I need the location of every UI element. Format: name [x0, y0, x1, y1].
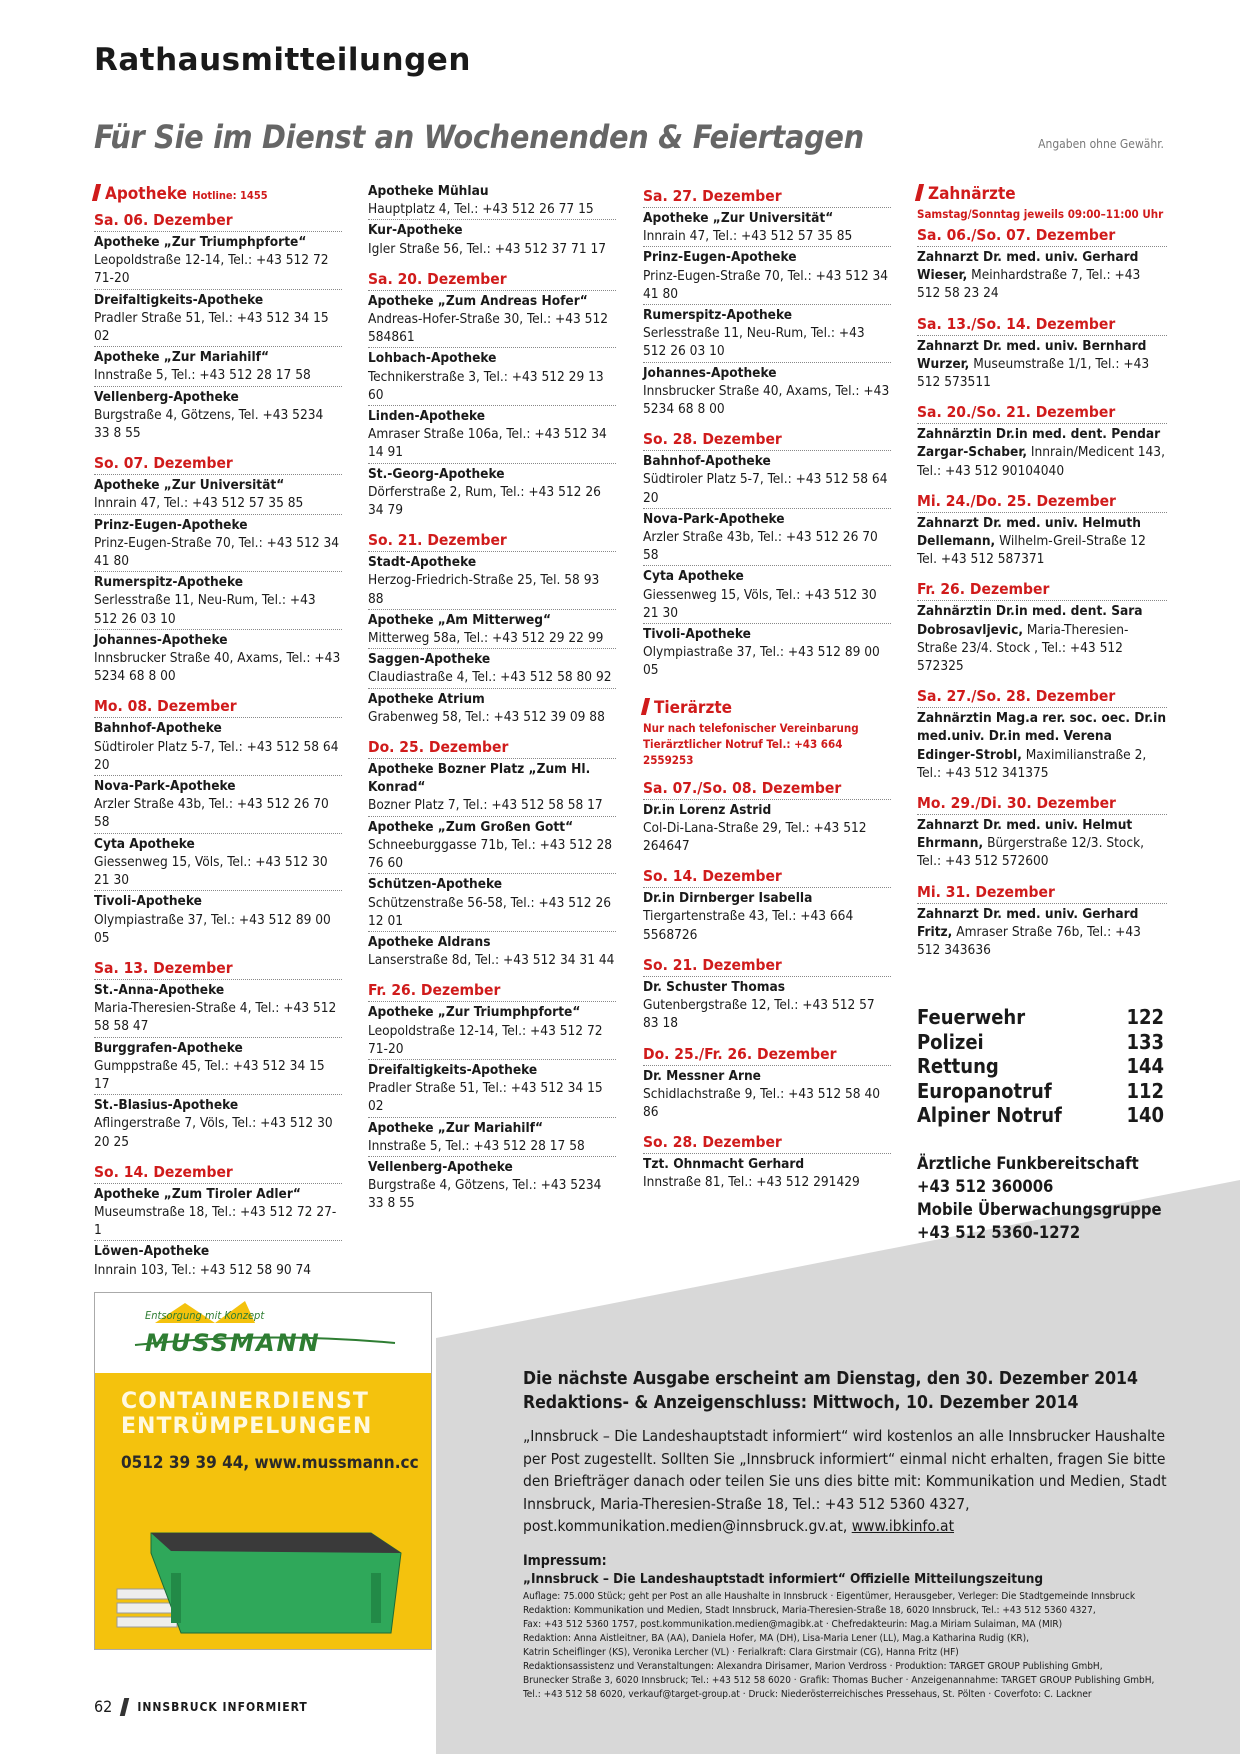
impressum-line: Auflage: 75.000 Stück; geht per Post an alle Haushalte in Innsbruck · Eigentümer, Herausgeber, Verleger: Die Stadtgemeinde Innsbruck	[523, 1590, 1136, 1602]
section-heading-tieraerzte	[643, 697, 891, 719]
listing-address: Technikerstraße 3, Tel.: +43 512 29 13 60	[368, 368, 604, 403]
listing-address: Leopoldstraße 12-14, Tel.: +43 512 72 71-20	[94, 252, 329, 287]
accent-bar	[92, 184, 101, 201]
column-2	[368, 183, 616, 1214]
date-entries	[643, 977, 891, 1034]
listing-entry	[94, 347, 342, 386]
listing-name: Apotheke „Zur Triumphpforte“	[94, 234, 307, 250]
impressum-text	[523, 1590, 1183, 1702]
date-entries	[94, 232, 342, 443]
distribution-body: „Innsbruck – Die Landeshauptstadt informiert“ wird kostenlos an alle Innsbrucker Haushalte per Post zugestellt. Sollten Sie „Innsbruck informiert“ einmal nicht erhalten, fragen Sie bitte den Briefträger danach oder teilen Sie uns dies bitte mit: Kommunikation und Medien, Stadt Innsbruck, Maria-Theresien-Straße 18, Tel.: +43 512 5360 4327, post.kommunikation.medien@innsbruck.gv.at,	[523, 1427, 1167, 1535]
listing-name: Nova-Park-Apotheke	[94, 778, 236, 795]
listing-name: Apotheke „Zur Mariahilf“	[368, 1119, 544, 1136]
emergency-label: Feuerwehr	[917, 1005, 1026, 1029]
listing-name: Apotheke „Zur Mariahilf“	[94, 349, 270, 366]
ad-headline	[121, 1389, 372, 1439]
listing-entry	[368, 181, 616, 220]
listing-name: Tzt. Ohnmacht Gerhard	[643, 1156, 805, 1173]
date-entries	[368, 552, 616, 727]
listing-entry	[94, 980, 342, 1038]
listing-address: Gumppstraße 45, Tel.: +43 512 34 15 17	[94, 1057, 325, 1092]
listing-name: Zahnarzt Dr. med. univ. Helmuth Dellemann,	[917, 514, 1141, 550]
listing-address: Innsbrucker Straße 40, Axams, Tel.: +43 5234 68 8 00	[94, 650, 341, 685]
ibkinfo-link[interactable]: www.ibkinfo.at	[851, 1517, 955, 1535]
listing-entry	[643, 1154, 891, 1192]
listing-address: Bürgerstraße 12/3. Stock, Tel.: +43 512 572600	[917, 835, 1145, 870]
listing-name: Zahnarzt Dr. med. univ. Gerhard Wieser,	[917, 249, 1139, 284]
listing-address: Hauptplatz 4, Tel.: +43 512 26 77 15	[368, 201, 594, 218]
pharmacy-days	[94, 211, 342, 1280]
radio-label-2: Mobile Überwachungsgruppe	[917, 1200, 1162, 1219]
listing-name: Apotheke Bozner Platz „Zum Hl. Konrad“	[368, 761, 591, 796]
listing-address: Amraser Straße 106a, Tel.: +43 512 34 14 91	[368, 426, 607, 461]
page-subtitle: Für Sie im Dienst an Wochenenden & Feiertagen	[94, 118, 864, 156]
listing-entry	[643, 247, 891, 305]
column-3	[643, 183, 891, 1193]
section-label: Apotheke	[105, 184, 187, 204]
pharmacy-days	[368, 270, 616, 1214]
listing-address: Arzler Straße 43b, Tel.: +43 512 26 70 58	[94, 796, 329, 831]
listing-name: Dr.in Lorenz Astrid	[643, 801, 772, 818]
listing-entry	[94, 891, 342, 948]
emergency-list	[917, 1005, 1164, 1128]
date-heading: So. 28. Dezember	[643, 430, 891, 451]
pharmacy-days	[643, 187, 891, 681]
date-entries	[368, 759, 616, 970]
accent-bar	[915, 184, 924, 201]
date-entries	[94, 475, 342, 686]
listing-address: Schidlachstraße 9, Tel.: +43 512 58 40 86	[643, 1085, 881, 1120]
section-heading-zahnaerzte	[917, 183, 1167, 205]
column-1	[94, 183, 342, 1280]
listing-entry	[643, 888, 891, 945]
listing-name: Cyta Apotheke	[643, 568, 744, 585]
listing-address: Igler Straße 56, Tel.: +43 512 37 71 17	[368, 240, 607, 257]
listing-name: Zahnärztin Mag.a rer. soc. oec. Dr.in med.univ. Dr.in med. Verena Edinger-Strobl,	[917, 710, 1167, 763]
listing-address: Meinhardstraße 7, Tel.: +43 512 58 23 24	[917, 267, 1141, 302]
date-heading: Mo. 29./Di. 30. Dezember	[917, 794, 1167, 815]
date-entries	[917, 424, 1167, 481]
listing-name: Burggrafen-Apotheke	[94, 1039, 243, 1056]
date-heading: Sa. 07./So. 08. Dezember	[643, 779, 891, 800]
date-entries	[643, 1066, 891, 1123]
emergency-row	[917, 1054, 1164, 1079]
date-heading: So. 14. Dezember	[643, 867, 891, 888]
date-heading: So. 07. Dezember	[94, 454, 342, 475]
emergency-number: 144	[1126, 1054, 1164, 1078]
listing-entry	[368, 874, 616, 932]
listing-address: Innrain 103, Tel.: +43 512 58 90 74	[94, 1261, 312, 1278]
ad-headline-2: ENTRÜMPELUNGEN	[121, 1414, 373, 1439]
listing-address: Innstraße 5, Tel.: +43 512 28 17 58	[368, 1137, 585, 1154]
vet-emergency: Tierärztlicher Notruf Tel.: +43 664 2559253	[643, 736, 843, 767]
ad-headline-1: CONTAINERDIENST	[121, 1389, 369, 1414]
listing-address: Museumstraße 18, Tel.: +43 512 72 27-1	[94, 1203, 337, 1239]
date-entries	[917, 336, 1167, 393]
listing-name: Apotheke „Zur Universität“	[94, 477, 285, 494]
section-label: Zahnärzte	[928, 184, 1016, 204]
listing-address: Innrain 47, Tel.: +43 512 57 35 85	[94, 495, 304, 512]
emergency-number: 133	[1126, 1029, 1164, 1054]
date-heading: So. 14. Dezember	[94, 1163, 342, 1184]
listing-name: Zahnarzt Dr. med. univ. Bernhard Wurzer,	[917, 337, 1147, 372]
listing-name: Linden-Apotheke	[368, 408, 486, 425]
date-heading: Do. 25./Fr. 26. Dezember	[643, 1045, 891, 1066]
listing-name: Dr.in Dirnberger Isabella	[643, 890, 813, 907]
listing-address: Prinz-Eugen-Straße 70, Tel.: +43 512 34 41 80	[94, 534, 340, 570]
date-heading: So. 21. Dezember	[368, 531, 616, 552]
emergency-numbers	[917, 1005, 1164, 1128]
date-heading: Sa. 27. Dezember	[643, 187, 891, 208]
date-entries	[643, 1154, 891, 1192]
listing-name: Prinz-Eugen-Apotheke	[643, 249, 797, 266]
emergency-label: Alpiner Notruf	[917, 1103, 1062, 1127]
listing-entry	[368, 1118, 616, 1157]
listing-entry	[917, 708, 1167, 783]
listing-name: Lohbach-Apotheke	[368, 350, 497, 367]
listing-name: Vellenberg-Apotheke	[94, 388, 239, 405]
impressum-line: Redaktion: Kommunikation und Medien, Stadt Innsbruck, Maria-Theresien-Straße 18, 6020 Innsbruck, Tel.: +43 512 5360 4327,	[523, 1604, 1096, 1616]
date-heading: So. 28. Dezember	[643, 1133, 891, 1154]
date-entries	[643, 451, 891, 680]
mussmann-advertisement[interactable]	[94, 1292, 432, 1650]
listing-name: Johannes-Apotheke	[94, 631, 228, 648]
listing-address: Bozner Platz 7, Tel.: +43 512 58 58 17	[368, 797, 603, 814]
listing-entry	[94, 515, 342, 573]
listing-name: Stadt-Apotheke	[368, 554, 477, 571]
column-4	[917, 183, 1167, 960]
radio-phone-2: +43 512 5360-1272	[917, 1223, 1081, 1242]
listing-entry	[94, 387, 342, 444]
listing-name: Apotheke „Zum Großen Gott“	[368, 818, 574, 835]
listing-entry	[94, 834, 342, 892]
date-heading: Fr. 26. Dezember	[368, 981, 616, 1002]
listing-name: Tivoli-Apotheke	[643, 626, 751, 643]
listing-name: Apotheke Atrium	[368, 690, 485, 707]
listing-entry	[368, 291, 616, 349]
listing-name: Zahnärztin Dr.in med. dent. Sara Dobrosavljevic,	[917, 603, 1143, 638]
listing-address: Aflingerstraße 7, Völs, Tel.: +43 512 30 20 25	[94, 1115, 333, 1150]
impressum-heading: Impressum:	[523, 1552, 607, 1569]
listing-entry	[368, 348, 616, 406]
listing-entry	[94, 630, 342, 687]
impressum-subheading: „Innsbruck – Die Landeshauptstadt informiert“ Offizielle Mitteilungszeitung	[523, 1570, 1044, 1587]
listing-address: Schützenstraße 56-58, Tel.: +43 512 26 12 01	[368, 894, 612, 929]
pharmacy-continued	[368, 181, 616, 259]
listing-entry	[643, 566, 891, 624]
listing-entry	[643, 208, 891, 247]
date-heading: Sa. 27./So. 28. Dezember	[917, 687, 1167, 708]
listing-address: Museumstraße 1/1, Tel.: +43 512 573511	[917, 355, 1150, 391]
listing-address: Maximilianstraße 2, Tel.: +43 512 341375	[917, 746, 1147, 781]
impressum-line: Redaktion: Anna Aistleitner, BA (AA), Daniela Hofer, MA (DH), Lisa-Maria Lener (LL), Mag.a Katharina Rudig (KR),	[523, 1632, 1030, 1644]
date-heading: Sa. 13. Dezember	[94, 959, 342, 980]
date-heading: Fr. 26. Dezember	[917, 580, 1167, 601]
listing-address: Lanserstraße 8d, Tel.: +43 512 34 31 44	[368, 952, 615, 969]
listing-entry	[368, 1002, 616, 1060]
listing-address: Innstraße 81, Tel.: +43 512 291429	[643, 1174, 860, 1191]
listing-entry	[917, 601, 1167, 676]
listing-entry	[368, 406, 616, 464]
listing-entry	[94, 718, 342, 776]
listing-address: Burgstraße 4, Götzens, Tel.: +43 5234 33 8 55	[368, 1177, 602, 1212]
section-label: Tierärzte	[654, 697, 733, 718]
listing-entry	[368, 932, 616, 970]
listing-name: Apotheke „Zum Andreas Hofer“	[368, 292, 588, 309]
listing-name: Johannes-Apotheke	[643, 364, 777, 381]
emergency-number: 122	[1126, 1005, 1164, 1029]
impressum-line: Tel.: +43 512 58 6020, verkauf@target-group.at · Druck: Niederösterreichisches Pressehaus, St. Pölten · Coverfoto: C. Lackner	[523, 1688, 1092, 1700]
section-heading-apotheke	[94, 183, 342, 207]
listing-name: St.-Georg-Apotheke	[368, 465, 505, 482]
date-heading: Mi. 24./Do. 25. Dezember	[917, 492, 1167, 513]
impressum-line: Fax: +43 512 5360 1757, post.kommunikation.medien@magibk.at · Chefredakteurin: Mag.a Miriam Sulaiman, MA (MIR)	[523, 1618, 1063, 1630]
next-issue-box	[523, 1367, 1183, 1702]
listing-entry	[917, 424, 1167, 481]
listing-entry	[643, 1066, 891, 1123]
listing-address: Grabenweg 58, Tel.: +43 512 39 09 88	[368, 708, 605, 725]
impressum-line: Katrin Scheiflinger (KS), Veronika Lercher (VL) · Ferialkraft: Clara Girstmair (CG), Hanna Fritz (HF)	[523, 1646, 959, 1658]
vet-days	[643, 779, 891, 1193]
date-entries	[643, 208, 891, 419]
date-heading: Sa. 20. Dezember	[368, 270, 616, 291]
page-footer	[94, 1697, 308, 1716]
date-entries	[643, 888, 891, 945]
footer-bar	[120, 1698, 129, 1716]
listing-address: Mitterweg 58a, Tel.: +43 512 29 22 99	[368, 630, 604, 647]
listing-entry	[368, 464, 616, 521]
listing-address: Schneeburggasse 71b, Tel.: +43 512 28 76 60	[368, 836, 613, 872]
listing-address: Innrain/Medicent 143, Tel.: +43 512 90104040	[917, 444, 1165, 479]
listing-entry	[94, 232, 342, 290]
listing-entry	[643, 977, 891, 1034]
dentist-note: Samstag/Sonntag jeweils 09:00–11:00 Uhr	[917, 207, 1164, 221]
accent-bar	[641, 698, 650, 715]
listing-entry	[368, 610, 616, 649]
listing-address: Südtiroler Platz 5-7, Tel.: +43 512 58 64 20	[643, 471, 888, 506]
listing-address: Pradler Straße 51, Tel.: +43 512 34 15 02	[94, 309, 329, 345]
radio-readiness	[917, 1152, 1177, 1244]
listing-address: Innstraße 5, Tel.: +43 512 28 17 58	[94, 367, 311, 384]
emergency-row	[917, 1079, 1164, 1104]
listing-name: Bahnhof-Apotheke	[643, 453, 771, 470]
deadline: Redaktions- & Anzeigenschluss: Mittwoch, 10. Dezember 2014	[523, 1393, 1079, 1413]
listing-entry	[917, 513, 1167, 570]
listing-name: Dreifaltigkeits-Apotheke	[368, 1061, 538, 1078]
listing-name: Apotheke „Zur Universität“	[643, 210, 834, 226]
listing-name: Apotheke „Zur Triumphpforte“	[368, 1004, 581, 1021]
listing-address: Tiergartenstraße 43, Tel.: +43 664 5568726	[643, 908, 854, 943]
date-entries	[643, 800, 891, 857]
radio-phone-1: +43 512 360006	[917, 1177, 1054, 1196]
listing-name: Tivoli-Apotheke	[94, 893, 202, 910]
date-entries	[368, 291, 616, 520]
listing-name: Schützen-Apotheke	[368, 876, 503, 893]
listing-address: Pradler Straße 51, Tel.: +43 512 34 15 02	[368, 1080, 603, 1115]
emergency-number: 112	[1126, 1078, 1164, 1103]
listing-entry	[643, 451, 891, 509]
listing-address: Wilhelm-Greil-Straße 12 Tel. +43 512 587371	[917, 533, 1146, 568]
listing-name: Zahnarzt Dr. med. univ. Gerhard Fritz,	[917, 905, 1139, 940]
listing-address: Leopoldstraße 12-14, Tel.: +43 512 72 71-20	[368, 1022, 603, 1057]
date-entries	[917, 247, 1167, 304]
distribution-text	[523, 1425, 1183, 1538]
date-heading: Sa. 06. Dezember	[94, 211, 342, 232]
listing-entry	[368, 817, 616, 875]
next-issue-date: Die nächste Ausgabe erscheint am Dienstag, den 30. Dezember 2014	[523, 1369, 1138, 1389]
date-heading: Sa. 13./So. 14. Dezember	[917, 315, 1167, 336]
listing-entry	[94, 1038, 342, 1096]
listing-entry	[917, 904, 1167, 961]
listing-entry	[368, 1157, 616, 1214]
ad-brand: MUSSMANN	[145, 1329, 321, 1357]
listing-address: Maria-Theresien-Straße 4, Tel.: +43 512 58 58 47	[94, 1000, 337, 1035]
listing-address: Burgstraße 4, Götzens, Tel. +43 5234 33 8 55	[94, 406, 324, 442]
dentist-days	[917, 226, 1167, 960]
listing-name: Bahnhof-Apotheke	[94, 720, 222, 737]
listing-entry	[368, 552, 616, 610]
hotline: Hotline: 1455	[192, 189, 268, 202]
listing-address: Arzler Straße 43b, Tel.: +43 512 26 70 58	[643, 529, 878, 564]
listing-address: Innrain 47, Tel.: +43 512 57 35 85	[643, 228, 853, 245]
date-entries	[917, 601, 1167, 676]
emergency-row	[917, 1030, 1164, 1055]
listing-name: Apotheke Aldrans	[368, 933, 491, 950]
listing-address: Serlesstraße 11, Neu-Rum, Tel.: +43 512 26 03 10	[94, 592, 316, 627]
listing-entry	[917, 815, 1167, 872]
date-heading: Do. 25. Dezember	[368, 738, 616, 759]
listing-address: Olympiastraße 37, Tel.: +43 512 89 00 05	[643, 644, 880, 679]
listing-entry	[368, 689, 616, 727]
listing-name: Dr. Schuster Thomas	[643, 978, 786, 995]
date-entries	[94, 1184, 342, 1280]
listing-name: Saggen-Apotheke	[368, 651, 491, 668]
date-entries	[94, 718, 342, 947]
emergency-label: Rettung	[917, 1054, 999, 1078]
date-entries	[917, 904, 1167, 961]
listing-address: Claudiastraße 4, Tel.: +43 512 58 80 92	[368, 669, 612, 686]
impressum-line: Brunecker Straße 3, 6020 Innsbruck; Tel.: +43 512 58 6020 · Grafik: Thomas Bucher · Anzeigenannahme: TARGET GROUP Publishing GmbH,	[523, 1674, 1155, 1686]
listing-name: St.-Anna-Apotheke	[94, 981, 225, 998]
listing-entry	[94, 1095, 342, 1152]
emergency-number: 140	[1126, 1103, 1164, 1127]
date-heading: Mo. 08. Dezember	[94, 697, 342, 718]
publication-name: INNSBRUCK INFORMIERT	[137, 1699, 308, 1714]
listing-name: Apotheke „Zum Tiroler Adler“	[94, 1185, 301, 1202]
listing-entry	[94, 776, 342, 834]
listing-name: Kur-Apotheke	[368, 222, 463, 239]
listing-address: Herzog-Friedrich-Straße 25, Tel. 58 93 88	[368, 572, 600, 607]
date-heading: Mi. 31. Dezember	[917, 883, 1167, 904]
listing-entry	[368, 1060, 616, 1118]
date-heading: Sa. 20./So. 21. Dezember	[917, 403, 1167, 424]
listing-entry	[643, 624, 891, 681]
listing-address: Serlesstraße 11, Neu-Rum, Tel.: +43 512 26 03 10	[643, 325, 865, 360]
listing-entry	[94, 475, 342, 514]
listing-name: Löwen-Apotheke	[94, 1243, 210, 1260]
listing-entry	[368, 649, 616, 688]
ad-slogan: Entsorgung mit Konzept	[145, 1309, 265, 1322]
listing-address: Giessenweg 15, Völs, Tel.: +43 512 30 21 30	[643, 586, 877, 621]
listing-entry	[94, 572, 342, 630]
container-illustration	[111, 1493, 421, 1643]
emergency-label: Polizei	[917, 1029, 984, 1054]
emergency-label: Europanotruf	[917, 1078, 1052, 1103]
listing-entry	[643, 509, 891, 567]
listing-address: Col-Di-Lana-Straße 29, Tel.: +43 512 264647	[643, 819, 867, 855]
listing-address: Dörferstraße 2, Rum, Tel.: +43 512 26 34 79	[368, 483, 601, 519]
listing-name: Prinz-Eugen-Apotheke	[94, 516, 248, 533]
listing-entry	[917, 247, 1167, 304]
listing-name: Rumerspitz-Apotheke	[94, 574, 244, 591]
listing-address: Innsbrucker Straße 40, Axams, Tel.: +43 5234 68 8 00	[643, 382, 890, 418]
listing-address: Prinz-Eugen-Straße 70, Tel.: +43 512 34 41 80	[643, 267, 889, 302]
listing-name: Rumerspitz-Apotheke	[643, 307, 793, 324]
vet-note: Nur nach telefonischer Vereinbarung	[643, 720, 859, 735]
listing-entry	[94, 1241, 342, 1279]
date-entries	[917, 708, 1167, 783]
emergency-row	[917, 1005, 1164, 1030]
listing-address: Amraser Straße 76b, Tel.: +43 512 343636	[917, 923, 1141, 959]
date-entries	[917, 815, 1167, 872]
listing-entry	[94, 290, 342, 348]
emergency-row	[917, 1103, 1164, 1128]
page-number: 62	[94, 1697, 113, 1716]
listing-name: Cyta Apotheke	[94, 835, 195, 852]
listing-address: Gutenbergstraße 12, Tel.: +43 512 57 83 18	[643, 997, 875, 1032]
listing-address: Südtiroler Platz 5-7, Tel.: +43 512 58 64 20	[94, 738, 339, 773]
page-title: Rathausmitteilungen	[94, 42, 471, 78]
listing-address: Giessenweg 15, Völs, Tel.: +43 512 30 21 30	[94, 853, 328, 889]
date-entries	[917, 513, 1167, 570]
listing-name: Zahnarzt Dr. med. univ. Helmut Ehrmann,	[917, 817, 1133, 852]
listing-name: Vellenberg-Apotheke	[368, 1158, 513, 1175]
listing-entry	[368, 220, 616, 258]
date-heading: Sa. 06./So. 07. Dezember	[917, 226, 1167, 247]
listing-name: Apotheke Mühlau	[368, 183, 489, 199]
listing-name: Dreifaltigkeits-Apotheke	[94, 291, 264, 308]
date-entries	[368, 1002, 616, 1213]
listing-address: Olympiastraße 37, Tel.: +43 512 89 00 05	[94, 911, 331, 946]
listing-name: Dr. Messner Arne	[643, 1067, 761, 1084]
date-entries	[94, 980, 342, 1152]
disclaimer: Angaben ohne Gewähr.	[1038, 137, 1164, 151]
listing-name: St.-Blasius-Apotheke	[94, 1097, 239, 1114]
radio-label-1: Ärztliche Funkbereitschaft	[917, 1154, 1139, 1173]
listing-name: Apotheke „Am Mitterweg“	[368, 611, 552, 628]
listing-address: Andreas-Hofer-Straße 30, Tel.: +43 512 584861	[368, 311, 609, 346]
listing-entry	[643, 800, 891, 857]
ad-contact: 0512 39 39 44, www.mussmann.cc	[121, 1453, 419, 1473]
listing-address: Maria-Theresien-Straße 23/4. Stock , Tel.: +43 512 572325	[917, 621, 1129, 675]
listing-name: Nova-Park-Apotheke	[643, 510, 785, 527]
listing-entry	[368, 759, 616, 817]
listing-entry	[643, 363, 891, 420]
date-heading: So. 21. Dezember	[643, 956, 891, 977]
listing-name: Zahnärztin Dr.in med. dent. Pendar Zargar-Schaber,	[917, 426, 1161, 461]
impressum-line: Redaktionsassistenz und Veranstaltungen: Alexandra Dirisamer, Marion Verdross · Produktion: TARGET GROUP Publishing GmbH,	[523, 1660, 1103, 1672]
listing-entry	[917, 336, 1167, 393]
listing-entry	[94, 1184, 342, 1242]
listing-entry	[643, 305, 891, 363]
